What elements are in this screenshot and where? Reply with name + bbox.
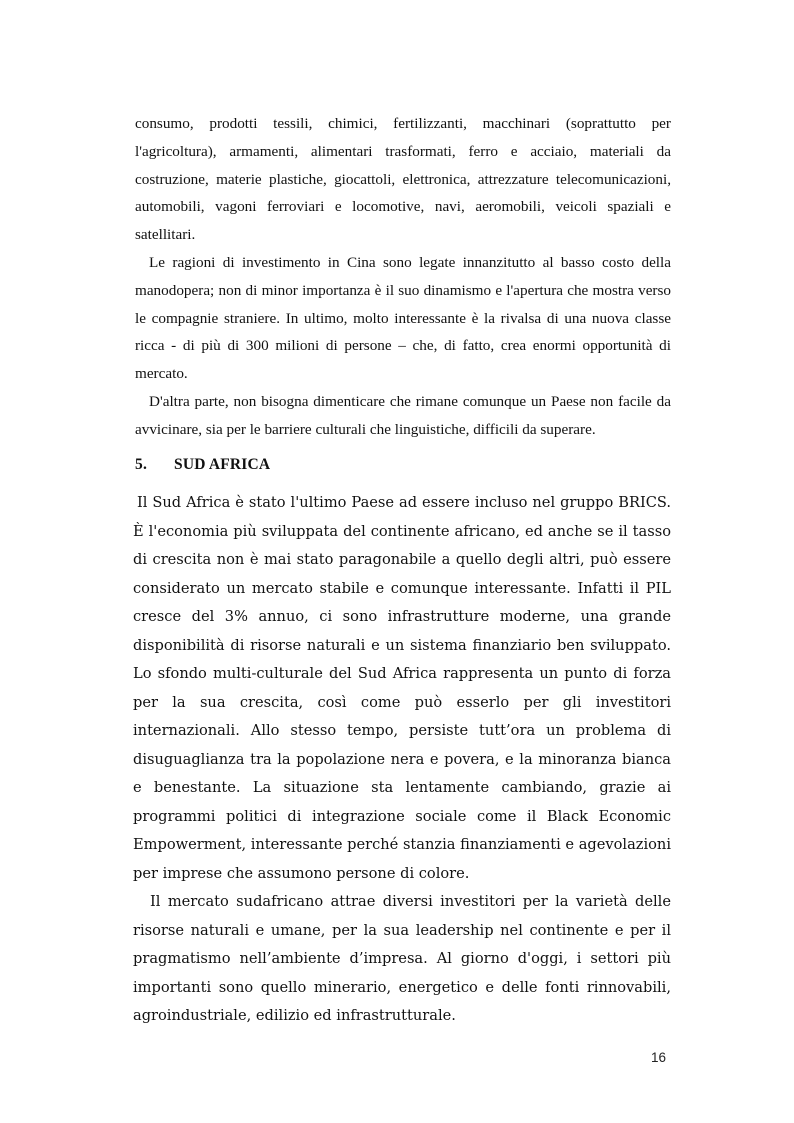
text-block-south-africa xyxy=(133,489,671,1031)
text-block-china xyxy=(135,110,671,444)
paragraph-south-africa-overview: Il Sud Africa è stato l'ultimo Paese ad essere incluso nel gruppo BRICS. È l'economia più sviluppata del continente africano, ed anche se il tasso di crescita non è mai stato paragonabile a quello degli altri, può essere considerato un mercato stabile e comunque interessante. Infatti il PIL cresce del 3% annuo, ci sono infrastrutture moderne, una grande disponibilità di risorse naturali e un sistema finanziario ben sviluppato. Lo sfondo multi-culturale del Sud Africa rappresenta un punto di forza per la sua crescita, così come può esserlo per gli investitori internazionali. Allo stesso tempo, persiste tutt’ora un problema di disuguaglianza tra la popolazione nera e povera, e la minoranza bianca e benestante. La situazione sta lentamente cambiando, grazie ai programmi politici di integrazione sociale come il Black Economic Empowerment, interessante perché stanzia finanziamenti e agevolazioni per imprese che assumono persone di colore. xyxy=(133,494,671,882)
paragraph-investment-reasons: Le ragioni di investimento in Cina sono legate innanzitutto al basso costo della manodopera; non di minor importanza è il suo dinamismo e l'apertura che mostra verso le compagnie straniere. In ultimo, molto interessante è la rivalsa di una nuova classe ricca - di più di 300 milioni di persone – che, di fatto, crea enormi opportunità di mercato. xyxy=(135,253,671,383)
paragraph-south-africa-market: Il mercato sudafricano attrae diversi investitori per la varietà delle risorse naturali e umane, per la sua leadership nel continente e per il pragmatismo nell’ambiente d’impresa. Al giorno d'oggi, i settori più importanti sono quello minerario, energetico e delle fonti rinnovabili, agroindustriale, edilizio ed infrastrutturale. xyxy=(133,893,671,1024)
paragraph-exports-list: consumo, prodotti tessili, chimici, fertilizzanti, macchinari (soprattutto per l'agricoltura), armamenti, alimentari trasformati, ferro e acciaio, materiali da costruzione, materie plastiche, giocattoli, elettronica, attrezzature telecomunicazioni, automobili, vagoni ferroviari e locomotive, navi, aeromobili, veicoli spaziali e satellitari. xyxy=(135,115,671,244)
paragraph-barriers: D'altra parte, non bisogna dimenticare che rimane comunque un Paese non facile da avvicinare, sia per le barriere culturali che linguistiche, difficili da superare. xyxy=(135,392,671,438)
page-number: 16 xyxy=(651,1050,667,1065)
section-number: 5. xyxy=(135,456,148,473)
section-title: SUD AFRICA xyxy=(174,456,271,473)
section-heading xyxy=(135,456,270,474)
